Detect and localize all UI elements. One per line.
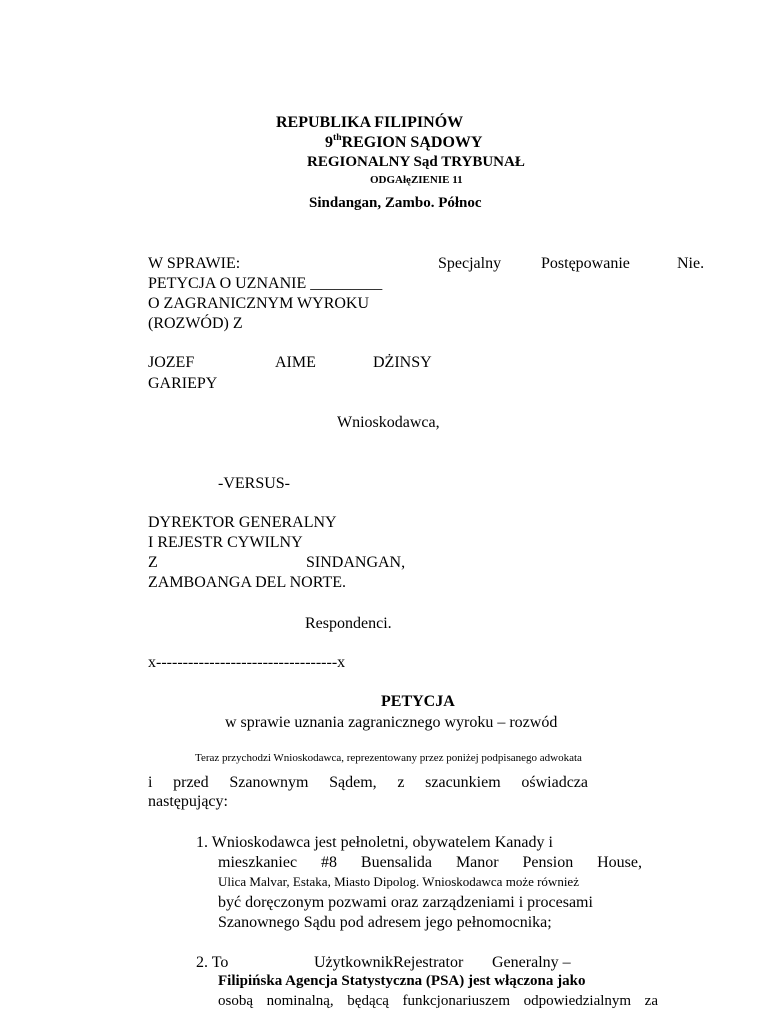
paragraph-2-general: Generalny – xyxy=(492,954,571,971)
paragraph-1-line-5: Szanownego Sądu pod adresem jego pełnomocnika; xyxy=(218,914,552,931)
paragraph-2-registrar: UżytkownikRejestrator xyxy=(314,954,464,971)
special-proceeding-word-1: Specjalny xyxy=(438,255,502,272)
caption-in-re: W SPRAWIE: xyxy=(148,255,241,272)
petition-subtitle: w sprawie uznania zagranicznego wyroku – rozwód xyxy=(225,714,558,731)
paragraph-1-line-1: 1. Wnioskodawca jest pełnoletni, obywatelem Kanady i xyxy=(196,834,553,851)
header-region-number: 9 xyxy=(325,134,333,151)
respondents-label: Respondenci. xyxy=(305,615,392,632)
paragraph-1-line-2: mieszkaniec #8 Buensalida Manor Pension House, xyxy=(218,854,642,871)
caption-divorce: (ROZWÓD) Z xyxy=(148,315,243,332)
caption-foreign-judgment: O ZAGRANICZNYM WYROKU xyxy=(148,295,370,312)
respondent-line-2: I REJESTR CYWILNY xyxy=(148,534,303,551)
paragraph-2-line-2: Filipińska Agencja Statystyczna (PSA) jest włączona jako xyxy=(218,973,586,989)
petitioner-label: Wnioskodawca, xyxy=(337,414,440,431)
caption-divider: x----------------------------------x xyxy=(148,654,346,671)
petitioner-name-3: DŻINSY xyxy=(373,354,432,371)
header-region-ordinal: th xyxy=(333,132,342,143)
intro-line-2: następujący: xyxy=(148,793,228,810)
header-branch: ODGAłęZIENIE 11 xyxy=(370,174,463,186)
paragraph-2-number: 2. To xyxy=(196,954,229,971)
header-court: REGIONALNY Sąd TRYBUNAŁ xyxy=(307,154,525,170)
versus-label: -VERSUS- xyxy=(218,475,291,492)
petition-title: PETYCJA xyxy=(381,693,455,710)
respondent-line-3a: Z xyxy=(148,554,158,571)
petitioner-name-2: AIME xyxy=(275,354,316,371)
respondent-line-1: DYREKTOR GENERALNY xyxy=(148,514,337,531)
petitioner-name-4: GARIEPY xyxy=(148,375,218,392)
respondent-line-3b: SINDANGAN, xyxy=(306,554,406,571)
paragraph-1-line-4: być doręczonym pozwami oraz zarządzeniami i procesami xyxy=(218,894,593,911)
header-region xyxy=(325,132,483,151)
paragraph-2-line-3: osobą nominalną, będącą funkcjonariuszem odpowiedzialnym za xyxy=(218,993,658,1009)
header-region-name: REGION SĄDOWY xyxy=(341,134,483,151)
special-proceeding-number: Nie. xyxy=(677,255,705,272)
respondent-line-4: ZAMBOANGA DEL NORTE. xyxy=(148,574,346,591)
special-proceeding-word-2: Postępowanie xyxy=(541,255,630,272)
paragraph-1-line-3: Ulica Malvar, Estaka, Miasto Dipolog. Wnioskodawca może również xyxy=(218,874,579,889)
petitioner-name-1: JOZEF xyxy=(148,354,195,371)
header-location: Sindangan, Zambo. Północ xyxy=(309,195,482,211)
caption-petition-line: PETYCJA O UZNANIE _________ xyxy=(148,275,383,292)
intro-small-line: Teraz przychodzi Wnioskodawca, reprezentowany przez poniżej podpisanego adwokata xyxy=(195,752,582,764)
header-republic: REPUBLIKA FILIPINÓW xyxy=(276,114,464,131)
intro-line-1: i przed Szanownym Sądem, z szacunkiem oświadcza xyxy=(148,774,588,791)
